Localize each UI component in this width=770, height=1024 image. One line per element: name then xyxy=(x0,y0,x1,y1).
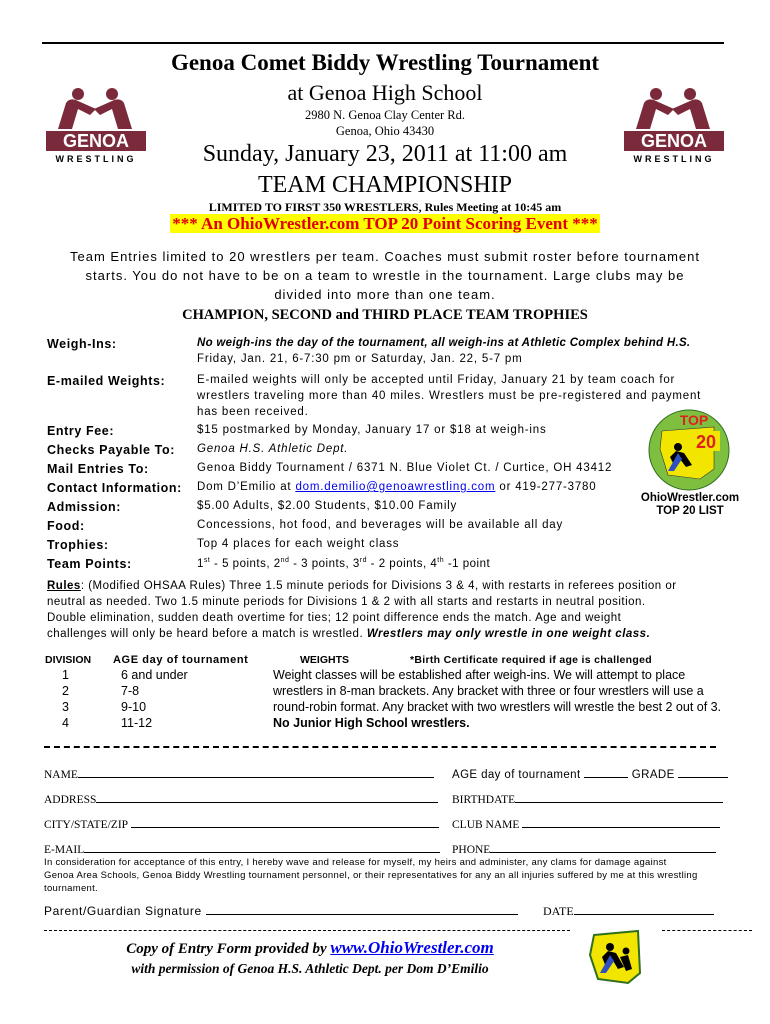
footer-copy: Copy of Entry Form provided by www.OhioWrestler.com xyxy=(126,938,494,957)
emailed-line-3: has been received. xyxy=(197,406,309,418)
club-label: CLUB NAME xyxy=(452,819,520,831)
limit-line: LIMITED TO FIRST 350 WRESTLERS, Rules Meeting at 10:45 am xyxy=(208,200,562,214)
intro-line-2: starts. You do not have to be on a team to wrestle in the tournament. Large clubs may be xyxy=(85,268,685,283)
points-label: Team Points: xyxy=(47,557,132,571)
city-field[interactable] xyxy=(44,816,439,831)
fee-label: Entry Fee: xyxy=(47,424,115,438)
rules-line-2: neutral as needed. Two 1.5 minute periods for Divisions 1 & 2 with all starts and restarts in neutral position. xyxy=(47,596,646,608)
food-info: Concessions, hot food, and beverages will be available all day xyxy=(197,519,564,531)
mail-address: Genoa Biddy Tournament / 6371 N. Blue Violet Ct. / Curtice, OH 43412 xyxy=(197,462,613,474)
phone-label: PHONE xyxy=(452,844,491,856)
weights-line-3: round-robin format. Any bracket with two wrestlers will wrestle the best 2 out of 3. xyxy=(273,700,722,714)
trophies-info: Top 4 places for each weight class xyxy=(197,538,400,550)
ohiowrestler-small-logo xyxy=(586,927,646,987)
signature-label: Parent/Guardian Signature xyxy=(44,904,202,918)
badge-site: OhioWrestler.com xyxy=(640,492,740,504)
city-label: CITY/STATE/ZIP xyxy=(44,819,128,831)
badge-list: TOP 20 LIST xyxy=(656,505,724,517)
name-label: NAME xyxy=(44,769,78,781)
division-2: 2 xyxy=(62,684,69,698)
age-3: 9-10 xyxy=(121,700,147,714)
scoring-event: *** An OhioWrestler.com TOP 20 Point Scoring Event *** xyxy=(172,214,598,233)
birthdate-field[interactable] xyxy=(452,791,723,806)
waiver-line-2: Genoa Area Schools, Genoa Biddy Wrestling tournament personnel, or their representatives for any an all injuries suffered by me at this wrestling xyxy=(44,870,698,881)
contact-label: Contact Information: xyxy=(47,481,182,495)
entry-fee: $15 postmarked by Monday, January 17 or $18 at weigh-ins xyxy=(197,424,547,436)
rules-label: Rules xyxy=(47,580,81,592)
svg-text:20: 20 xyxy=(695,432,717,452)
age-1: 6 and under xyxy=(121,668,188,682)
contact-phone: or 419-277-3780 xyxy=(495,481,597,493)
top20-badge xyxy=(648,409,730,491)
weights-header: WEIGHTS xyxy=(300,654,349,666)
address-label: ADDRESS xyxy=(44,794,97,806)
signature-field[interactable] xyxy=(44,903,518,918)
date-label: DATE xyxy=(543,904,574,918)
bottom-dashed-line-left xyxy=(44,930,570,931)
food-label: Food: xyxy=(47,519,85,533)
intro-line-1: Team Entries limited to 20 wrestlers per team. Coaches must submit roster before tournament xyxy=(70,249,700,264)
email-label: E-MAIL xyxy=(44,844,85,856)
age-label: AGE day of tournament xyxy=(452,769,581,781)
email-field[interactable] xyxy=(44,841,440,856)
birth-cert-note: *Birth Certificate required if age is challenged xyxy=(410,654,652,666)
admission-prices: $5.00 Adults, $2.00 Students, $10.00 Family xyxy=(197,500,458,512)
age-header: AGE day of tournament xyxy=(113,654,249,666)
phone-field[interactable] xyxy=(452,841,716,856)
admission-label: Admission: xyxy=(47,500,122,514)
weights-line-2: wrestlers in 8-man brackets. Any bracket with three or four wrestlers will use a xyxy=(273,684,704,698)
age-field[interactable] xyxy=(452,766,728,781)
division-1: 1 xyxy=(62,668,69,682)
rules-line-1: Rules: (Modified OHSAA Rules) Three 1.5 minute periods for Divisions 3 & 4, with restarts in referees position or xyxy=(47,580,677,592)
club-field[interactable] xyxy=(452,816,720,831)
event-date: Sunday, January 23, 2011 at 11:00 am xyxy=(202,141,568,167)
waiver-line-1: In consideration for acceptance of this entry, I hereby wave and release for myself, my heirs and administer, any clams for damage against xyxy=(44,857,667,868)
venue: at Genoa High School xyxy=(287,80,483,105)
contact-prefix: Dom D’Emilio at xyxy=(197,481,296,493)
top-rule xyxy=(42,42,724,44)
emailed-line-2: wrestlers traveling more than 40 miles. Wrestlers must be pre-registered and payment xyxy=(197,390,702,402)
emailed-line-1: E-mailed weights will only be accepted until Friday, January 21 by team coach for xyxy=(197,374,676,386)
one-weight-class-rule: Wrestlers may only wrestle in one weight class. xyxy=(366,628,651,640)
team-points: 1st - 5 points, 2nd - 3 points, 3rd - 2 points, 4th -1 point xyxy=(197,557,491,570)
svg-text:GENOA: GENOA xyxy=(62,131,130,151)
weighins-line-1: No weigh-ins the day of the tournament, all weigh-ins at Athletic Complex behind H.S. xyxy=(197,337,691,349)
grade-label: GRADE xyxy=(631,769,675,781)
bottom-dashed-line-right xyxy=(662,930,752,931)
age-2: 7-8 xyxy=(121,684,140,698)
age-4: 11-12 xyxy=(121,716,153,730)
event-banner xyxy=(100,214,670,234)
contact-info xyxy=(197,481,596,493)
team-championship: TEAM CHAMPIONSHIP xyxy=(257,172,513,198)
svg-text:TOP: TOP xyxy=(679,412,709,428)
svg-text:WRESTLING: WRESTLING xyxy=(633,154,715,164)
address-line-2: Genoa, Ohio 43430 xyxy=(335,124,435,138)
weighins-line-2: Friday, Jan. 21, 6-7:30 pm or Saturday, Jan. 22, 5-7 pm xyxy=(197,353,523,365)
ohiowrestler-link[interactable]: www.OhioWrestler.com xyxy=(330,938,494,957)
division-3: 3 xyxy=(62,700,69,714)
rules-line-3: Double elimination, sudden death overtime for ties; 12 point difference ends the match. Age and weight xyxy=(47,612,622,624)
weights-line-1: Weight classes will be established after weigh-ins. We will attempt to place xyxy=(273,668,686,682)
date-field[interactable] xyxy=(543,903,714,919)
division-header: DIVISION xyxy=(45,654,92,666)
page-title: Genoa Comet Biddy Wrestling Tournament xyxy=(170,50,600,75)
emailed-label: E-mailed Weights: xyxy=(47,374,166,388)
rules-line-4: challenges will only be heard before a match is wrestled. Wrestlers may only wrestle in one weight class. xyxy=(47,628,651,640)
intro-line-3: divided into more than one team. xyxy=(274,287,496,302)
weights-line-4: No Junior High School wrestlers. xyxy=(273,716,470,730)
svg-text:WRESTLING: WRESTLING xyxy=(55,154,137,164)
svg-text:GENOA: GENOA xyxy=(640,131,708,151)
waiver-line-3: tournament. xyxy=(44,883,98,894)
checks-label: Checks Payable To: xyxy=(47,443,175,457)
contact-email-link[interactable]: dom.demilio@genoawrestling.com xyxy=(295,481,496,493)
address-field[interactable] xyxy=(44,791,438,806)
mail-label: Mail Entries To: xyxy=(47,462,149,476)
footer-permission: with permission of Genoa H.S. Athletic Dept. per Dom D’Emilio xyxy=(131,961,489,976)
checks-payable: Genoa H.S. Athletic Dept. xyxy=(197,443,349,455)
name-field[interactable] xyxy=(44,766,434,781)
birthdate-label: BIRTHDATE xyxy=(452,794,516,806)
weighins-label: Weigh-Ins: xyxy=(47,337,117,351)
cut-line xyxy=(44,746,716,748)
trophies-heading: CHAMPION, SECOND and THIRD PLACE TEAM TROPHIES xyxy=(182,307,588,323)
address-line-1: 2980 N. Genoa Clay Center Rd. xyxy=(304,108,466,122)
trophies-label: Trophies: xyxy=(47,538,109,552)
division-4: 4 xyxy=(62,716,69,730)
